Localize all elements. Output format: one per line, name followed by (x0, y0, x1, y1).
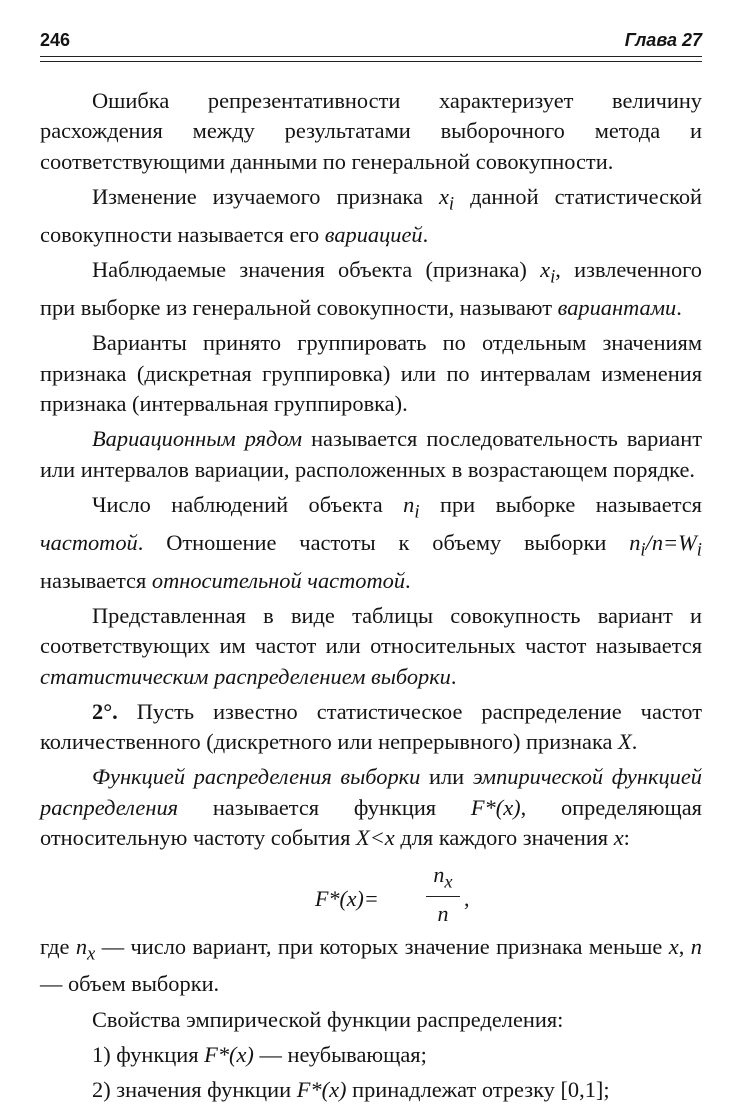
formula-empirical-function: F*(x)= $n_x$ n , (315, 861, 470, 926)
term-variation: вариацией (324, 221, 423, 247)
paragraph-frequency: Число наблюдений объекта $n_i$ при выборке называется частотой. Отношение частоты к объему выборки $n_i/n=W_i$ называется относительной частотой. (40, 491, 702, 593)
header-rule-bottom (40, 61, 702, 62)
header-rule-top (40, 56, 702, 57)
paragraph-properties: Свойства эмпирической функции распределения: (92, 1006, 564, 1032)
paragraph-section-2: 2°. Пусть известно статистическое распределение частот количественного (дискретного или непрерывного) признака X. (40, 698, 702, 755)
term-variation-series: Вариационным рядом (92, 426, 303, 452)
property-2: 2) значения функции F*(x) принадлежат отрезку [0,1]; (92, 1077, 610, 1103)
paragraph-representativeness: Ошибка репрезентативности характеризует величину расхождения между результатами выборочного метода и соответствующими данными по генеральной совокупности. (40, 88, 702, 174)
text-body (40, 86, 702, 1110)
running-header (40, 30, 702, 52)
paragraph-where: где $n_x$ — число вариант, при которых значение признака меньше x, n — объем выборки. (40, 933, 702, 997)
paragraph-variation: Изменение изучаемого признака $x_i$ данной статистической совокупности называется его вариацией. (40, 184, 703, 247)
term-empirical-function: эмпирической функцией распределения (40, 764, 702, 820)
paragraph-variation-series: Вариационным рядом называется последовательность вариант или интервалов вариации, расположенных в возрастающем порядке. (40, 426, 703, 482)
paragraph-distribution-function: Функцией распределения выборки или эмпирической функцией распределения называется функция F*(x), определяющая относительную частоту события X<x для каждого значения x: (40, 764, 702, 851)
term-distribution-function: Функцией распределения выборки (92, 764, 421, 790)
paragraph-statistical-distribution: Представленная в виде таблицы совокупность вариант и соответствующих им частот или относительных частот называется статистическим распределением выборки. (40, 602, 702, 689)
term-statistical-distribution: статистическим распределением выборки (40, 663, 451, 689)
paragraph-variants: Наблюдаемые значения объекта (признака) $x_i$, извлеченного при выборке из генеральной совокупности, называют вариантами. (40, 257, 702, 320)
section-number: 2°. (92, 698, 118, 724)
term-frequency: частотой (40, 529, 138, 555)
term-relative-frequency: относительной частотой (151, 567, 406, 593)
formula-fraction: $n_x$ n (426, 862, 460, 927)
paragraph-grouping: Варианты принято группировать по отдельным значениям признака (дискретная группировка) или по интервалам изменения признака (интервальная группировка). (40, 330, 702, 416)
property-1: 1) функция F*(x) — неубывающая; (92, 1041, 427, 1067)
page-number: 246 (40, 30, 71, 50)
term-variants: вариантами (557, 294, 677, 320)
chapter-title: Глава 27 (624, 30, 702, 50)
